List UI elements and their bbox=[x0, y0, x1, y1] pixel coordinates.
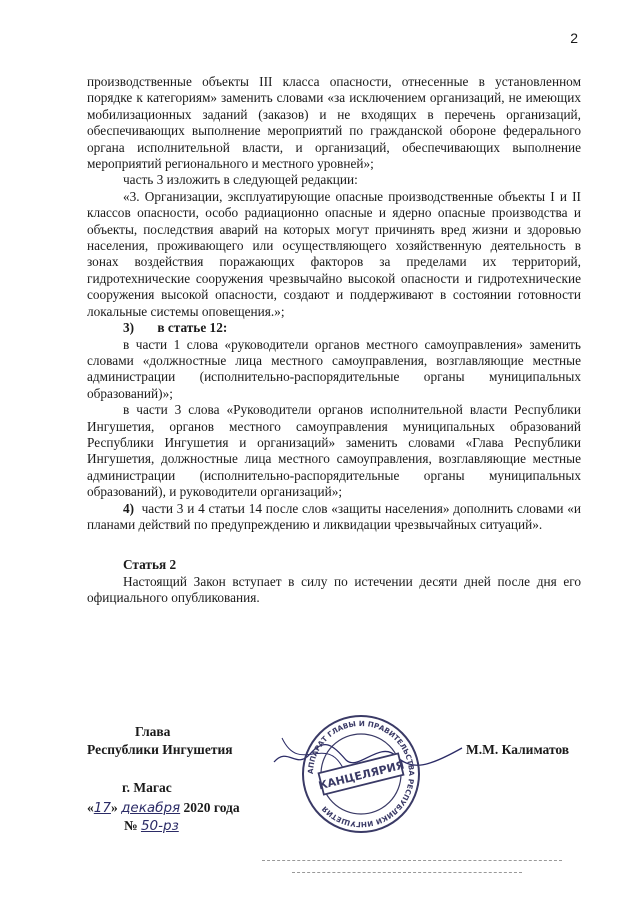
item-text: части 3 и 4 статьи 14 после слов «защиты населения» дополнить словами «и планами действий по предупреждению и ликвидации чрезвычайных ситуаций». bbox=[87, 500, 581, 532]
scan-line bbox=[292, 872, 522, 873]
date-month: декабря bbox=[121, 800, 181, 816]
item-text: в статье 12: bbox=[157, 320, 228, 336]
stamp-center-text: КАНЦЕЛЯРИЯ bbox=[317, 758, 406, 793]
signature-title-line1: Глава bbox=[135, 724, 171, 739]
signing-city: г. Магас bbox=[122, 780, 172, 795]
item-number: 3) bbox=[123, 320, 135, 336]
official-stamp bbox=[300, 713, 422, 835]
law-number: № 50-рз bbox=[124, 818, 179, 834]
paragraph: в части 1 слова «руководители органов местного самоуправления» заменить словами «должностные лица местного самоуправления, возглавляющие местные администрации (исполнительно-распорядительные органы муниципальных образований)»; bbox=[87, 336, 581, 401]
paragraph: часть 3 изложить в следующей редакции: bbox=[123, 172, 358, 188]
item-heading bbox=[87, 320, 581, 336]
stamp-ring-text: АППАРАТ ГЛАВЫ И ПРАВИТЕЛЬСТВА РЕСПУБЛИКИ ИНГУШЕТИЯ bbox=[305, 718, 417, 830]
signatory-name: М.М. Калиматов bbox=[466, 742, 570, 757]
paragraph: «3. Организации, эксплуатирующие опасные производственные объекты I и II классов опасности, особо радиационно опасные и ядерно опасные производства и объекты, последствия аварий на которых могут причинять вред жизни и здоровью населения, проживающего или осуществляющего хозяйственную деятельность в зонах воздействия поражающих факторов за пределами их территорий, гидротехнические сооружения чрезвычайно высокой опасности и гидротехнические сооружения высокой опасности, создают и поддерживают в состоянии готовности локальные системы оповещения.»; bbox=[87, 188, 581, 319]
date-day: 17 bbox=[93, 800, 111, 816]
date-year: 2020 года bbox=[183, 800, 240, 815]
article-heading: Статья 2 bbox=[123, 557, 177, 573]
signing-date: «17» декабря 2020 года bbox=[87, 800, 240, 816]
paragraph: производственные объекты III класса опасности, отнесенные в установленном порядке к категориям» заменить словами «за исключением организаций, не имеющих мобилизационных заданий (заказов) и не входящих в перечень организаций, обеспечивающих выполнение мероприятий по гражданской обороне федерального органа исполнительной власти, и организаций, обеспечивающих выполнение мероприятий регионального и местного уровней»; bbox=[87, 74, 581, 172]
item-number: 4) bbox=[123, 500, 135, 516]
paragraph: в части 3 слова «Руководители органов исполнительной власти Республики Ингушетия, органов местного самоуправления муниципальных образований Республики Ингушетия и организаций» заменить словами «Глава Республики Ингушетия, должностные лица местного самоуправления, возглавляющие местные администрации (исполнительно-распорядительные органы муниципальных образований), и руководители организаций»; bbox=[87, 402, 581, 500]
paragraph bbox=[87, 501, 581, 534]
page-number: 2 bbox=[570, 30, 578, 46]
law-number-handwritten: 50-рз bbox=[140, 818, 179, 834]
signature-title-line2: Республики Ингушетия bbox=[87, 742, 233, 757]
article-text: Настоящий Закон вступает в силу по истечении десяти дней после дня его официального опубликования. bbox=[87, 573, 581, 606]
scan-line bbox=[262, 860, 562, 861]
document-body bbox=[87, 74, 581, 607]
